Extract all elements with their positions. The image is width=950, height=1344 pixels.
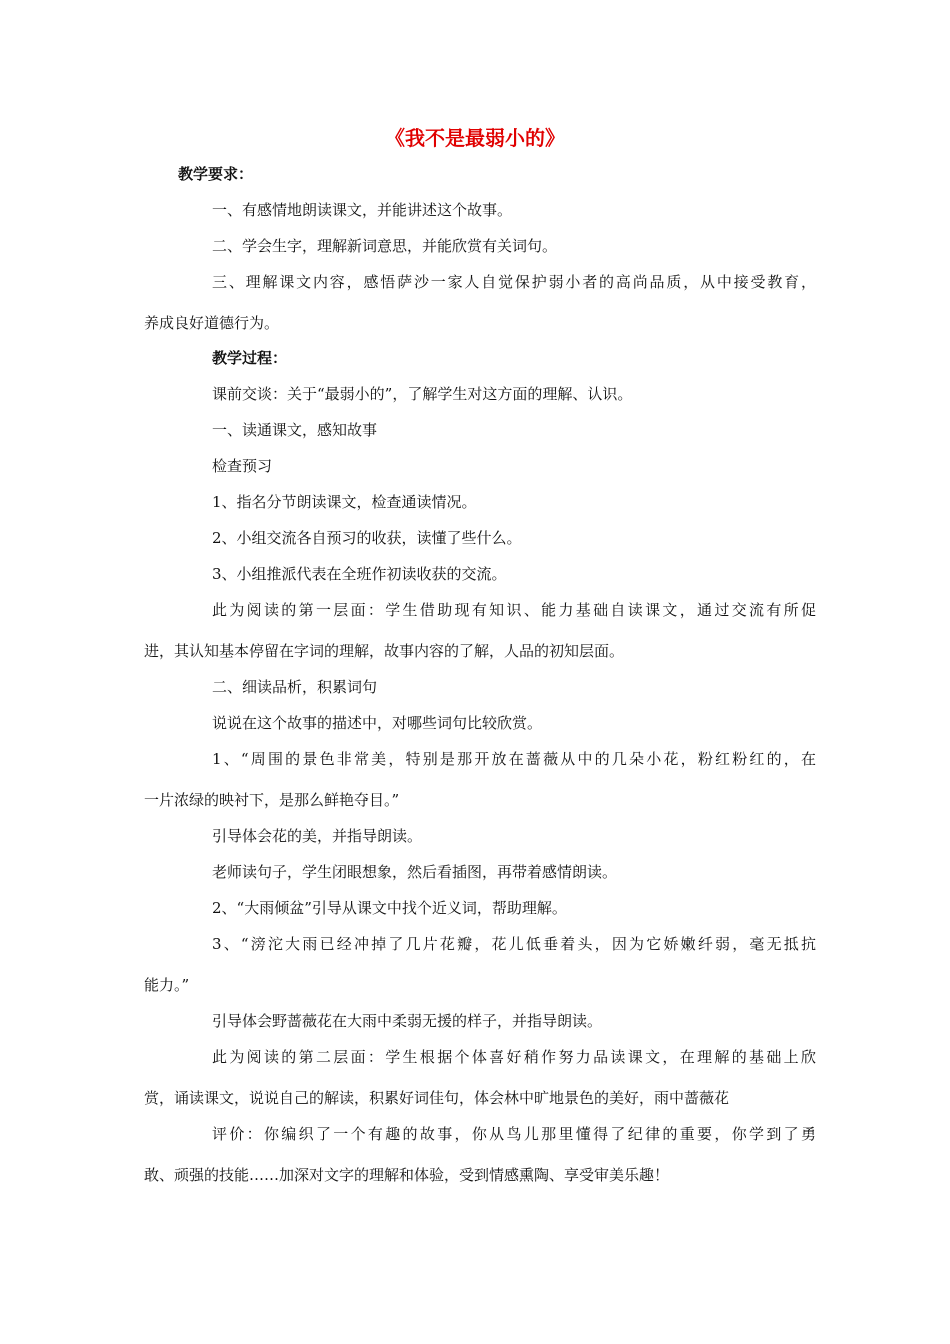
guide-1: 引导体会花的美，并指导朗读。 [212, 827, 423, 845]
heading-requirements: 教学要求： [178, 165, 254, 183]
step-2: 2、小组交流各自预习的收获，读懂了些什么。 [212, 529, 522, 547]
document-title: 《我不是最弱小的》 [385, 126, 565, 150]
evaluation-line-1: 评价：你编织了一个有趣的故事，你从鸟儿那里懂得了纪律的重要，你学到了勇 [212, 1125, 816, 1143]
quote-1-line-2: 一片浓绿的映衬下，是那么鲜艳夺目。” [144, 791, 400, 809]
section-1-heading: 一、读通课文，感知故事 [212, 421, 378, 439]
requirement-2: 二、学会生字，理解新词意思，并能欣赏有关词句。 [212, 237, 558, 255]
evaluation-line-2: 敢、顽强的技能……加深对文字的理解和体验，受到情感熏陶、享受审美乐趣！ [144, 1166, 670, 1184]
say-sentences: 说说在这个故事的描述中，对哪些词句比较欣赏。 [212, 714, 543, 732]
layer-1-line-1: 此为阅读的第一层面：学生借助现有知识、能力基础自读课文，通过交流有所促 [212, 601, 816, 619]
heading-process: 教学过程： [212, 349, 288, 367]
section-2-heading: 二、细读品析，积累词句 [212, 678, 378, 696]
quote-3-line-1: 3、“滂沱大雨已经冲掉了几片花瓣，花儿低垂着头，因为它娇嫩纤弱，毫无抵抗 [212, 935, 816, 953]
quote-3-line-2: 能力。” [144, 976, 190, 994]
pre-class-talk: 课前交谈：关于“最弱小的”，了解学生对这方面的理解、认识。 [212, 385, 633, 403]
requirement-3-line-2: 养成良好道德行为。 [144, 314, 280, 332]
teacher-reads: 老师读句子，学生闭眼想象，然后看插图，再带着感情朗读。 [212, 863, 618, 881]
requirement-3-line-1: 三、理解课文内容，感悟萨沙一家人自觉保护弱小者的高尚品质，从中接受教育， [212, 273, 816, 291]
quote-2: 2、“大雨倾盆”引导从课文中找个近义词，帮助理解。 [212, 899, 567, 917]
guide-2: 引导体会野蔷薇花在大雨中柔弱无援的样子，并指导朗读。 [212, 1012, 603, 1030]
requirement-1: 一、有感情地朗读课文，并能讲述这个故事。 [212, 201, 513, 219]
step-1: 1、指名分节朗读课文，检查通读情况。 [212, 493, 477, 511]
step-3: 3、小组推派代表在全班作初读收获的交流。 [212, 565, 507, 583]
layer-2-line-2: 赏，诵读课文，说说自己的解读，积累好词佳句，体会林中旷地景色的美好，雨中蔷薇花 [144, 1089, 730, 1107]
layer-1-line-2: 进，其认知基本停留在字词的理解，故事内容的了解，人品的初知层面。 [144, 642, 625, 660]
check-preview: 检查预习 [212, 457, 273, 475]
layer-2-line-1: 此为阅读的第二层面：学生根据个体喜好稍作努力品读课文，在理解的基础上欣 [212, 1048, 816, 1066]
quote-1-line-1: 1、“周围的景色非常美，特别是那开放在蔷薇从中的几朵小花，粉红粉红的，在 [212, 750, 816, 768]
